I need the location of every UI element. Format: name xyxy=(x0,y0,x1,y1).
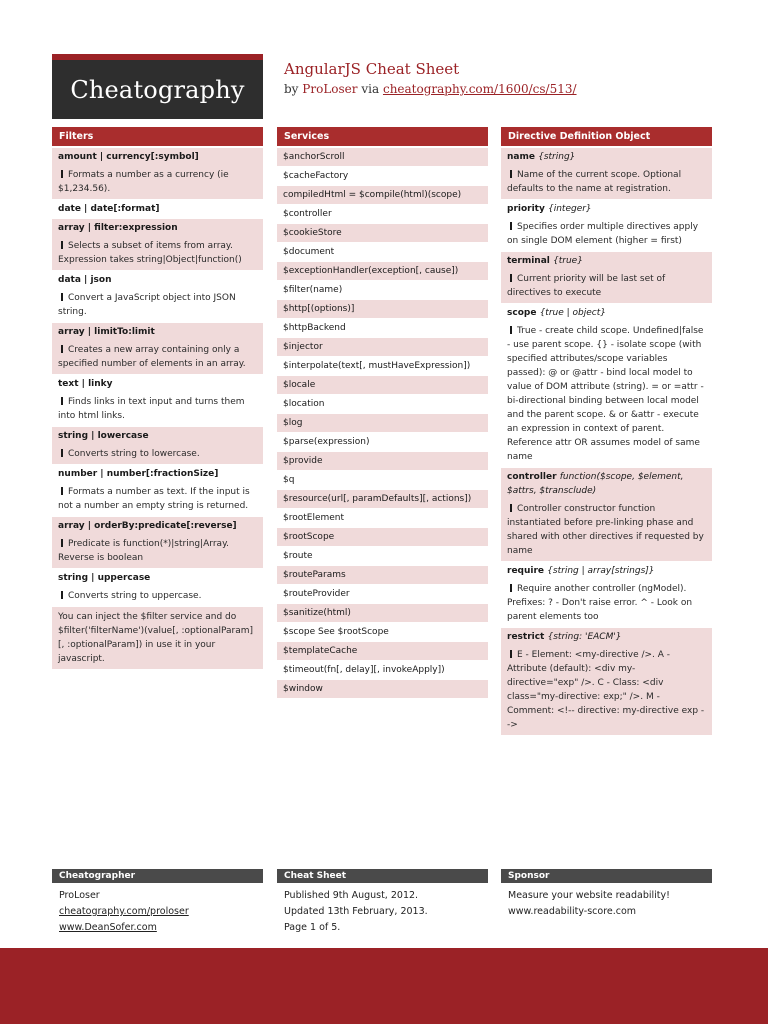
service-item: compiledHtml = $compile(html)(scope) xyxy=(277,186,488,205)
directive-item xyxy=(501,562,712,628)
directive-heading: Directive Definition Object xyxy=(501,127,712,146)
directive-term-line xyxy=(501,628,712,646)
service-item: $controller xyxy=(277,205,488,224)
service-item: $interpolate(text[, mustHaveExpression]) xyxy=(277,357,488,376)
filter-term: text | linky xyxy=(58,379,113,389)
bullet-icon xyxy=(510,170,512,178)
directive-list xyxy=(501,148,712,736)
filter-item xyxy=(52,200,263,219)
service-item: $anchorScroll xyxy=(277,148,488,167)
service-item: $filter(name) xyxy=(277,281,488,300)
directive-desc-text: Require another controller (ngModel). Prefixes: ? - Don't raise error. ^ - Look on parent elements too xyxy=(507,584,693,622)
service-item: $sanitize(html) xyxy=(277,604,488,623)
directive-desc xyxy=(501,322,712,467)
directive-desc xyxy=(501,270,712,303)
directive-item xyxy=(501,148,712,200)
service-item: $log xyxy=(277,414,488,433)
service-item: $routeProvider xyxy=(277,585,488,604)
service-item: $injector xyxy=(277,338,488,357)
filter-desc xyxy=(52,341,263,374)
filter-desc-text: Converts string to uppercase. xyxy=(68,591,202,601)
footer-cheatographer-heading: Cheatographer xyxy=(52,869,263,883)
filter-item xyxy=(52,427,263,465)
directive-desc-text: True - create child scope. Undefined|false - use parent scope. {} - isolate scope (with specified attributes/scope variables passed): @ or @attr - bind local model to value of DOM attribute (string). = or =attr - bi-directional binding between local model and the parent scope. & or &attr - execute an expression in context of parent. Reference attr OR assumes model of same name xyxy=(507,326,704,462)
service-item: $route xyxy=(277,547,488,566)
filter-term: number | number[:fractionSize] xyxy=(58,469,219,479)
services-section xyxy=(277,127,488,699)
filter-item xyxy=(52,375,263,427)
services-heading: Services xyxy=(277,127,488,146)
filter-desc xyxy=(52,289,263,322)
directive-term-line xyxy=(501,252,712,270)
filter-desc-text: Converts string to lowercase. xyxy=(68,449,200,459)
service-item: $provide xyxy=(277,452,488,471)
filter-item xyxy=(52,465,263,517)
directive-item xyxy=(501,252,712,304)
bullet-icon xyxy=(61,487,63,495)
directive-term: name xyxy=(507,152,535,162)
published-date: Published 9th August, 2012. xyxy=(284,890,419,901)
service-item: $scope See $rootScope xyxy=(277,623,488,642)
directive-desc xyxy=(501,646,712,735)
filter-desc-text: Formats a number as text. If the input is not a number an empty string is returned. xyxy=(58,487,250,511)
directive-desc-text: Specifies order multiple directives apply on single DOM element (higher = first) xyxy=(507,222,699,246)
filter-desc-text: Selects a subset of items from array. Expression takes string|Object|function() xyxy=(58,241,242,265)
directive-desc xyxy=(501,218,712,251)
filter-term: array | filter:expression xyxy=(58,223,178,233)
filters-section xyxy=(52,127,263,669)
filter-desc xyxy=(52,445,263,464)
directive-term: terminal xyxy=(507,256,550,266)
directive-item xyxy=(501,468,712,562)
directive-desc-text: Name of the current scope. Optional defaults to the name at registration. xyxy=(507,170,682,194)
service-item: $parse(expression) xyxy=(277,433,488,452)
service-item: $templateCache xyxy=(277,642,488,661)
filter-item xyxy=(52,219,263,271)
filter-term: array | limitTo:limit xyxy=(58,327,155,337)
footer-sheet xyxy=(284,888,495,936)
filter-desc xyxy=(52,237,263,270)
bullet-icon xyxy=(510,584,512,592)
bullet-icon xyxy=(61,397,63,405)
filter-term: date | date[:format] xyxy=(58,204,160,214)
service-item: $routeParams xyxy=(277,566,488,585)
directive-section xyxy=(501,127,712,736)
service-item: $timeout(fn[, delay][, invokeApply]) xyxy=(277,661,488,680)
filter-item xyxy=(52,148,263,200)
byline-via: via xyxy=(361,82,380,96)
directive-item xyxy=(501,304,712,468)
sheet-url-link[interactable]: cheatography.com/1600/cs/513/ xyxy=(382,82,577,96)
services-list xyxy=(277,148,488,699)
directive-term-line xyxy=(501,200,712,218)
directive-term: priority xyxy=(507,204,545,214)
directive-term-line xyxy=(501,562,712,580)
service-item: $document xyxy=(277,243,488,262)
directive-term: scope xyxy=(507,308,537,318)
filter-item xyxy=(52,323,263,375)
service-item: $location xyxy=(277,395,488,414)
filter-term: data | json xyxy=(58,275,112,285)
service-item: $cacheFactory xyxy=(277,167,488,186)
bullet-icon xyxy=(510,222,512,230)
filter-desc xyxy=(52,166,263,199)
byline-by: by xyxy=(284,82,299,96)
bullet-icon xyxy=(510,650,512,658)
bullet-icon xyxy=(510,274,512,282)
bottom-bar xyxy=(0,948,768,1024)
sponsor-text: Measure your website readability! xyxy=(508,890,670,901)
title-block xyxy=(284,60,577,96)
service-item: $rootScope xyxy=(277,528,488,547)
author-link[interactable]: ProLoser xyxy=(302,82,358,96)
bullet-icon xyxy=(61,591,63,599)
updated-date: Updated 13th February, 2013. xyxy=(284,906,428,917)
directive-type: function($scope, $element, $attrs, $transclude) xyxy=(507,472,684,496)
directive-type: {string | array[strings]} xyxy=(547,566,655,576)
filter-desc xyxy=(52,535,263,568)
filter-term: amount | currency[:symbol] xyxy=(58,152,199,162)
sponsor-link[interactable]: www.readability-score.com xyxy=(508,906,637,917)
bullet-icon xyxy=(61,293,63,301)
service-item: $window xyxy=(277,680,488,699)
service-item: $http[(options)] xyxy=(277,300,488,319)
filters-note: You can inject the $filter service and do $filter('filterName')(value[, :optionalParam][, :optionalParam]) in use it in your javascript. xyxy=(52,607,263,669)
filter-desc xyxy=(52,393,263,426)
filter-desc-text: Finds links in text input and turns them into html links. xyxy=(58,397,245,421)
directive-type: {true | object} xyxy=(539,308,606,318)
footer-cheatographer xyxy=(59,888,270,936)
cheatographer-name: ProLoser xyxy=(59,890,100,901)
directive-term: require xyxy=(507,566,545,576)
bullet-icon xyxy=(61,170,63,178)
service-item: $cookieStore xyxy=(277,224,488,243)
directive-desc-text: E - Element: <my-directive />. A - Attribute (default): <div my-directive="exp" />. C - Class: <div class="my-directive: exp;" />. M - Comment: <!-- directive: my-directive exp --> xyxy=(507,650,705,730)
bullet-icon xyxy=(510,326,512,334)
directive-term-line xyxy=(501,148,712,166)
footer-sheet-heading: Cheat Sheet xyxy=(277,869,488,883)
directive-term-line xyxy=(501,304,712,322)
service-item: $resource(url[, paramDefaults][, actions]) xyxy=(277,490,488,509)
directive-type: {string: 'EACM'} xyxy=(547,632,622,642)
cheatographer-website-link[interactable]: www.DeanSofer.com xyxy=(59,922,157,933)
bullet-icon xyxy=(61,345,63,353)
filter-item xyxy=(52,569,263,607)
filter-desc-text: Formats a number as a currency (ie $1,234.56). xyxy=(58,170,229,194)
directive-desc-text: Controller constructor function instantiated before pre-linking phase and shared with other directives if requested by name xyxy=(507,504,704,556)
filter-item xyxy=(52,271,263,323)
directive-desc-text: Current priority will be last set of directives to execute xyxy=(507,274,666,298)
directive-term-line xyxy=(501,468,712,500)
page-title: AngularJS Cheat Sheet xyxy=(284,60,460,78)
filters-list xyxy=(52,148,263,607)
directive-type: {integer} xyxy=(547,204,592,214)
directive-term: restrict xyxy=(507,632,545,642)
bullet-icon xyxy=(61,241,63,249)
filter-desc-text: Convert a JavaScript object into JSON string. xyxy=(58,293,236,317)
bullet-icon xyxy=(510,504,512,512)
service-item: $rootElement xyxy=(277,509,488,528)
directive-type: {string} xyxy=(538,152,576,162)
bullet-icon xyxy=(61,539,63,547)
service-item: $q xyxy=(277,471,488,490)
byline xyxy=(284,82,577,96)
filters-heading: Filters xyxy=(52,127,263,146)
filter-term: array | orderBy:predicate[:reverse] xyxy=(58,521,237,531)
filter-desc-text: Creates a new array containing only a specified number of elements in an array. xyxy=(58,345,246,369)
service-item: $exceptionHandler(exception[, cause]) xyxy=(277,262,488,281)
directive-item xyxy=(501,200,712,252)
directive-desc xyxy=(501,580,712,627)
filter-desc xyxy=(52,483,263,516)
filter-term: string | lowercase xyxy=(58,431,149,441)
directive-type: {true} xyxy=(553,256,583,266)
logo: Cheatography xyxy=(52,54,263,119)
page-number: Page 1 of 5. xyxy=(284,922,341,933)
footer-sponsor-heading: Sponsor xyxy=(501,869,712,883)
directive-term: controller xyxy=(507,472,557,482)
filter-item xyxy=(52,517,263,569)
service-item: $httpBackend xyxy=(277,319,488,338)
bullet-icon xyxy=(61,449,63,457)
filter-desc xyxy=(52,587,263,606)
cheatographer-profile-link[interactable]: cheatography.com/proloser xyxy=(59,906,189,917)
filter-desc-text: Predicate is function(*)|string|Array. Reverse is boolean xyxy=(58,539,229,563)
directive-desc xyxy=(501,500,712,561)
directive-desc xyxy=(501,166,712,199)
directive-item xyxy=(501,628,712,736)
footer-sponsor xyxy=(508,888,719,920)
service-item: $locale xyxy=(277,376,488,395)
filter-term: string | uppercase xyxy=(58,573,151,583)
